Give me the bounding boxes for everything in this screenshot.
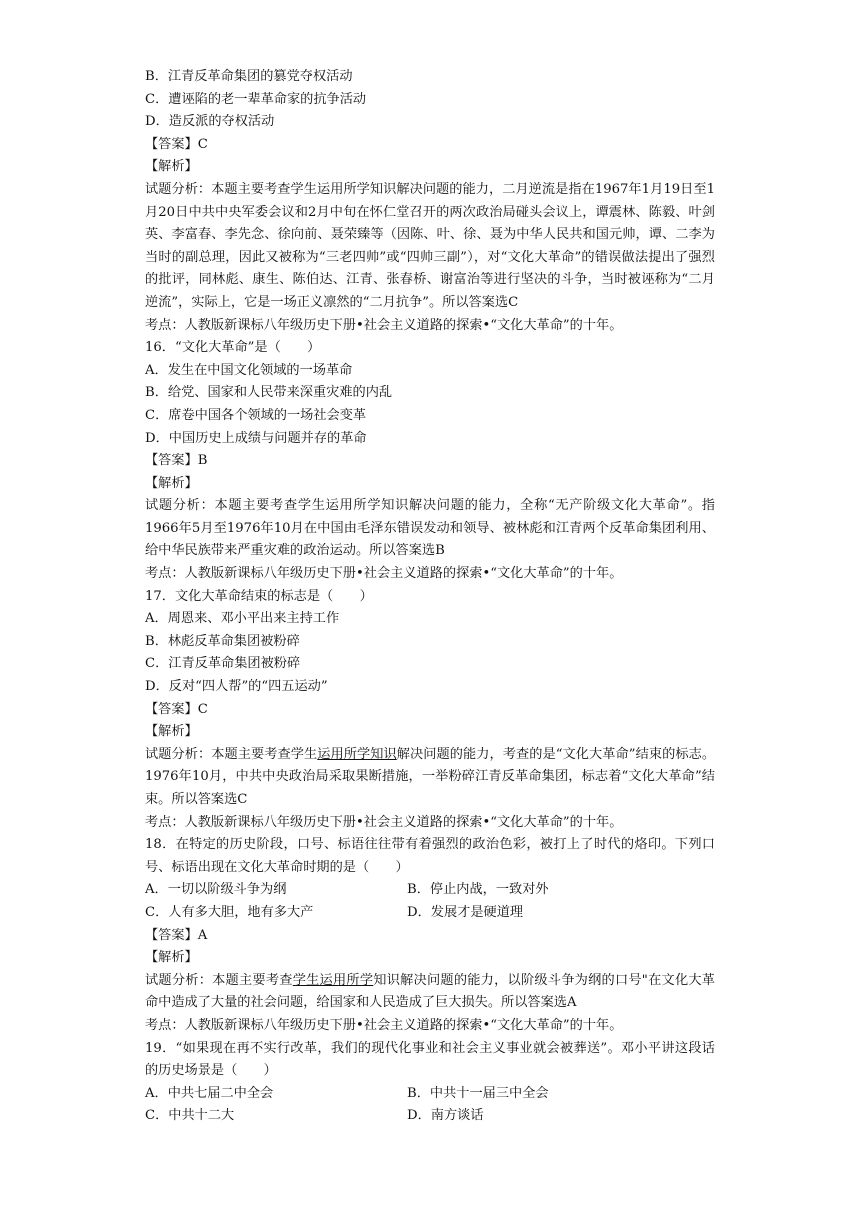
q17-stem: 17．文化大革命结束的标志是（ ） [145,588,373,604]
q16-option-c: C．席卷中国各个领域的一场社会变革 [145,407,367,423]
q19-option-b: B．中共十一届三中全会 [407,1085,549,1101]
q15-kaodian: 考点：人教版新课标八年级历史下册•社会主义道路的探索•“文化大革命”的十年。 [145,317,623,333]
q17-analysis-heading: 【解析】 [145,724,198,740]
q17-analysis-post: 解决问题的能力，考查的是“文化大革命”结束的标志。1976年10月，中共中央政治局采取果断措施，一举粉碎江青反革命集团，标志着“文化大革命”结束。所以答案选C [145,746,716,807]
q17-option-c: C．江青反革命集团被粉碎 [145,656,301,672]
q16-answer: 【答案】B [145,453,208,469]
q18-option-b: B．停止内战，一致对外 [407,882,549,898]
q19-option-d: D．南方谈话 [407,1108,484,1124]
q16-option-b: B．给党、国家和人民带来深重灾难的内乱 [145,385,393,401]
q19-option-a: A．中共七届二中全会 [145,1085,274,1101]
q18-options-row-2 [145,902,715,925]
document-page [145,66,715,1128]
q18-analysis [145,970,715,1015]
q18-analysis-post: 知识解决问题的能力，以阶级斗争为纲的口号"在文化大革命中造成了大量的社会问题，给国家和人民造成了巨大损失。所以答案选A [145,972,715,1011]
q18-option-d: D．发展才是硬道理 [407,904,524,920]
q17-analysis [145,744,715,812]
q17-analysis-underlined: 运用所学知识 [317,746,397,762]
q16-stem: 16．“文化大革命”是（ ） [145,340,321,356]
q18-analysis-underlined: 学生运用所学 [292,972,374,988]
q19-option-c: C．中共十二大 [145,1108,235,1124]
q15-answer: 【答案】C [145,136,208,152]
q15-analysis-heading: 【解析】 [145,159,198,175]
q15-analysis: 试题分析：本题主要考查学生运用所学知识解决问题的能力，二月逆流是指在1967年1月19日至1月20日中共中央军委会议和2月中旬在怀仁堂召开的两次政治局碰头会议上，谭震林、陈毅、叶剑英、李富春、李先念、徐向前、聂荣臻等（因陈、叶、徐、聂为中华人民共和国元帅，谭、二李为当时的副总理，因此又被称为“三老四帅”或“四帅三副”），对“文化大革命”的错误做法提出了强烈的批评，同林彪、康生、陈伯达、江青、张春桥、谢富治等进行坚决的斗争，当时被诬称为“二月逆流”，实际上，它是一场正义凛然的“二月抗争”。所以答案选C [145,181,715,310]
q17-option-a: A．周恩来、邓小平出来主持工作 [145,611,340,627]
q17-answer: 【答案】C [145,701,208,717]
q19-stem: 19．“如果现在再不实行改革，我们的现代化事业和社会主义事业就会被葬送”。邓小平讲这段话的历史场景是（ ） [145,1040,715,1079]
q15-option-c: C．遭诬陷的老一辈革命家的抗争活动 [145,91,367,107]
q15-option-b: B．江青反革命集团的篡党夺权活动 [145,69,353,84]
q19-options-row-1 [145,1083,715,1106]
q17-option-b: B．林彪反革命集团被粉碎 [145,633,300,649]
q18-options-row-1 [145,879,715,902]
q17-analysis-pre: 试题分析：本题主要考查学生 [145,746,318,762]
q18-analysis-pre: 试题分析：本题主要考查 [145,972,293,988]
q16-option-a: A．发生在中国文化领域的一场革命 [145,362,353,378]
q16-kaodian: 考点：人教版新课标八年级历史下册•社会主义道路的探索•“文化大革命”的十年。 [145,566,623,582]
q18-kaodian: 考点：人教版新课标八年级历史下册•社会主义道路的探索•“文化大革命”的十年。 [145,1017,623,1033]
q19-options-row-2 [145,1105,715,1128]
q17-kaodian: 考点：人教版新课标八年级历史下册•社会主义道路的探索•“文化大革命”的十年。 [145,814,623,830]
q17-option-d: D．反对“四人帮”的“四五运动” [145,679,328,695]
q18-option-a: A．一切以阶级斗争为纲 [145,882,287,898]
q16-analysis: 试题分析：本题主要考查学生运用所学知识解决问题的能力，全称“无产阶级文化大革命”。指1966年5月至1976年10月在中国由毛泽东错误发动和领导、被林彪和江青两个反革命集团利用、给中华民族带来严重灾难的政治运动。所以答案选B [145,498,715,559]
q18-option-c: C．人有多大胆，地有多大产 [145,904,314,920]
q15-option-d: D．造反派的夺权活动 [145,114,275,130]
q18-analysis-heading: 【解析】 [145,950,198,966]
q18-stem: 18．在特定的历史阶段，口号、标语往往带有着强烈的政治色彩，被打上了时代的烙印。下列口号、标语出现在文化大革命时期的是（ ） [145,837,715,875]
q18-answer: 【答案】A [145,927,208,943]
q16-analysis-heading: 【解析】 [145,475,198,491]
q16-option-d: D．中国历史上成绩与问题并存的革命 [145,430,367,446]
